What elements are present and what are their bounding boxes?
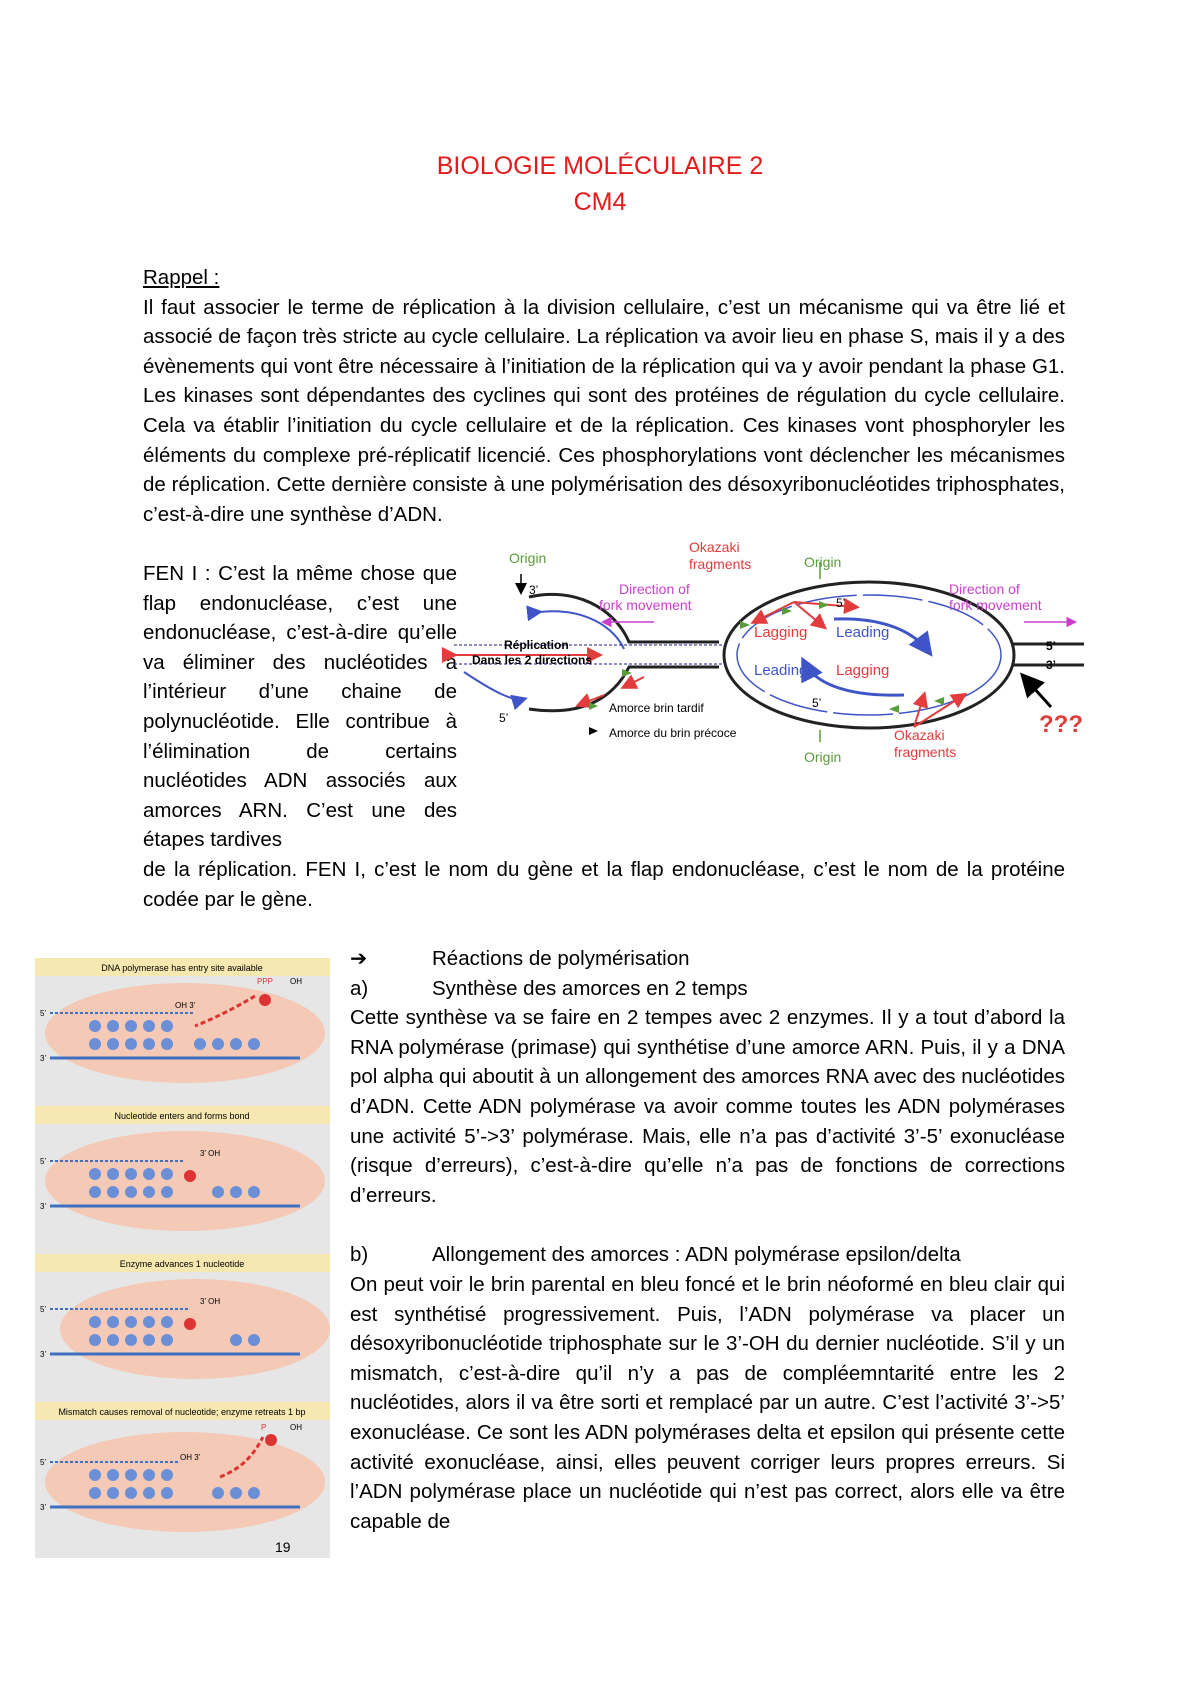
three-prime-right: 3’ — [1046, 658, 1057, 672]
okazaki-label-top-1: Okazaki — [689, 539, 740, 555]
rappel-paragraph: Il faut associer le terme de réplication à la division cellulaire, c’est un mécanisme qui va être lié et associé de façon très stricte au cycle cellulaire. La réplication va avoir lieu en phase S, mais il y a des évènements qui vont être nécessaire à l’initiation de la réplication qui va y avoir pendant la phase G1. Les kinases sont dépendantes des cyclines qui sont des protéines de régulation du cycle cellulaire. Cela va établir l’initiation du cycle cellulaire et de la réplication. Ces kinases vont phosphoryler les éléments du complexe pré-réplicatif licencié. Ces phosphorylations vont déclencher les mécanismes de réplication. Cette dernière consiste à une polymérisation des désoxyribonucléotides triphosphates, c’est-à-dire une synthèse d’ADN. — [143, 295, 1065, 526]
replication-fork-figure — [472, 539, 1174, 837]
replication-label-2: Dans les 2 directions — [472, 653, 593, 667]
subsection-a-label: a) — [350, 976, 369, 1000]
five-prime-right: 5’ — [1046, 639, 1057, 653]
origin-label-left: Origin — [509, 550, 547, 566]
panel-1-title: DNA polymerase has entry site available — [101, 963, 263, 973]
oh-label-1: OH — [290, 977, 302, 986]
three-label-4: 3’ — [40, 1503, 47, 1512]
panel-2-title: Nucleotide enters and forms bond — [114, 1111, 250, 1121]
fen-paragraph-continued: de la réplication. FEN I, c’est le nom du gène et la flap endonucléase, c’est le nom de la protéine codée par le gène. — [143, 858, 1065, 911]
legend-amorce-precoce: Amorce du brin précoce — [609, 726, 737, 740]
section-heading-row — [350, 944, 1065, 974]
leading-label-bottom: Leading — [754, 662, 808, 679]
three-label-1: 3’ — [40, 1054, 47, 1063]
lagging-label-bottom: Lagging — [836, 662, 890, 679]
five-label-4: 5’ — [40, 1458, 47, 1467]
direction-label-right-1: Direction of — [949, 581, 1020, 597]
direction-label-right-2: fork movement — [949, 597, 1042, 613]
five-prime-top: 5’ — [836, 596, 846, 610]
leading-label-top: Leading — [836, 624, 890, 641]
slide-page-number: 19 — [275, 1539, 291, 1555]
origin-label-top: Origin — [804, 554, 842, 570]
origin-label-bottom: Origin — [804, 749, 842, 765]
five-prime-left: 5’ — [499, 711, 509, 725]
oh3-label-3: 3’ OH — [200, 1297, 221, 1306]
page-subtitle: CM4 — [573, 188, 627, 216]
subsection-a-heading — [350, 974, 1065, 1004]
subsection-b-label: b) — [350, 1243, 369, 1267]
five-prime-bottom: 5’ — [812, 696, 822, 710]
arrow-icon: ➔ — [350, 947, 368, 970]
three-label-2: 3’ — [40, 1202, 47, 1211]
replication-label-1: Réplication — [504, 638, 569, 652]
five-label-3: 5’ — [40, 1305, 47, 1314]
direction-label-left-1: Direction of — [619, 581, 690, 597]
oh3-label-4: OH 3’ — [180, 1453, 201, 1462]
question-marks: ??? — [1039, 711, 1083, 738]
subsection-b-text: On peut voir le brin parental en bleu foncé et le brin néoformé en bleu clair qui est synthétisé progressivement. Puis, l’ADN polymérase va placer un désoxyribonucléotide triphosphate sur le 3’-OH du dernier nucléotide. S’il y un mismatch, c’est-à-dire qu’il n’y a pas de compléemntarité entre les 2 nucléotides, alors il va être sorti et remplacé par un autre. C’est l’activité 3’->5’ exonucléase. Ce sont les ADN polymérases delta et epsilon qui présente cette activité exonucléase, ainsi, elles peuvent corriger leurs propres erreurs. Si l’ADN polymérase place un nucléotide qui n’est pas correct, alors elle va être capable de — [350, 1272, 1065, 1533]
subsection-a-title: Synthèse des amorces en 2 temps — [432, 976, 748, 1000]
section-heading: Réactions de polymérisation — [432, 947, 690, 970]
fen-paragraph-side: FEN I : C’est la même chose que flap endonucléase, c’est une endonucléase, c’est-à-dire qu’elle va éliminer des nucléotides à l’intérieur d’une chaine de polynucléotide. Elle contribue à l’élimination de certains nucléotides ADN associés aux amorces ARN. C’est une des étapes tardives — [143, 562, 457, 852]
panel-4-title: Mismatch causes removal of nucleotide; enzyme retreats 1 bp — [58, 1407, 306, 1417]
direction-label-left-2: fork movement — [599, 597, 692, 613]
dna-polymerase-figure — [35, 958, 330, 1558]
three-label-3: 3’ — [40, 1350, 47, 1359]
left-lagging-strand — [464, 672, 524, 700]
rappel-section — [143, 263, 1065, 529]
oh3-label-1: OH 3’ — [175, 1001, 196, 1010]
subsection-a-text: Cette synthèse va se faire en 2 tempes avec 2 enzymes. Il y a tout d’abord la RNA polymérase (primase) qui synthétise d’une amorce ARN. Puis, il y a DNA pol alpha qui aboutit à un allongement des amorces RNA avec des nucléotides d’ADN. Cette ADN polymérase va avoir comme toutes les ADN polymérases une activité 5’->3’ polymérase. Mais, elle n’a pas d’activité 3’-5’ exonucléase (risque d’erreurs), c’est-à-dire qu’elle n’a pas de fonctions de corrections d’erreurs. — [350, 1006, 1065, 1207]
p-label-4: P — [261, 1423, 267, 1432]
oh-label-4: OH — [290, 1423, 302, 1432]
rappel-heading: Rappel : — [143, 266, 220, 289]
subsection-b-title: Allongement des amorces : ADN polymérase epsilon/delta — [432, 1243, 961, 1267]
panel-3-title: Enzyme advances 1 nucleotide — [119, 1259, 245, 1269]
oh3-label-2: 3’ OH — [200, 1149, 221, 1158]
five-label-1: 5’ — [40, 1009, 47, 1018]
okazaki-label-bottom-1: Okazaki — [894, 727, 945, 743]
five-label-2: 5’ — [40, 1157, 47, 1166]
lagging-label-top: Lagging — [754, 624, 808, 641]
okazaki-label-bottom-2: fragments — [894, 744, 957, 760]
page-title: BIOLOGIE MOLÉCULAIRE 2 — [436, 152, 764, 180]
ppp-label-1: PPP — [257, 977, 274, 986]
okazaki-label-top-2: fragments — [689, 556, 752, 572]
subsection-b-heading — [350, 1240, 1065, 1270]
three-prime-left: 3’ — [529, 583, 539, 597]
polymerisation-section — [350, 944, 1065, 1536]
legend-amorce-tardif: Amorce brin tardif — [609, 701, 704, 715]
